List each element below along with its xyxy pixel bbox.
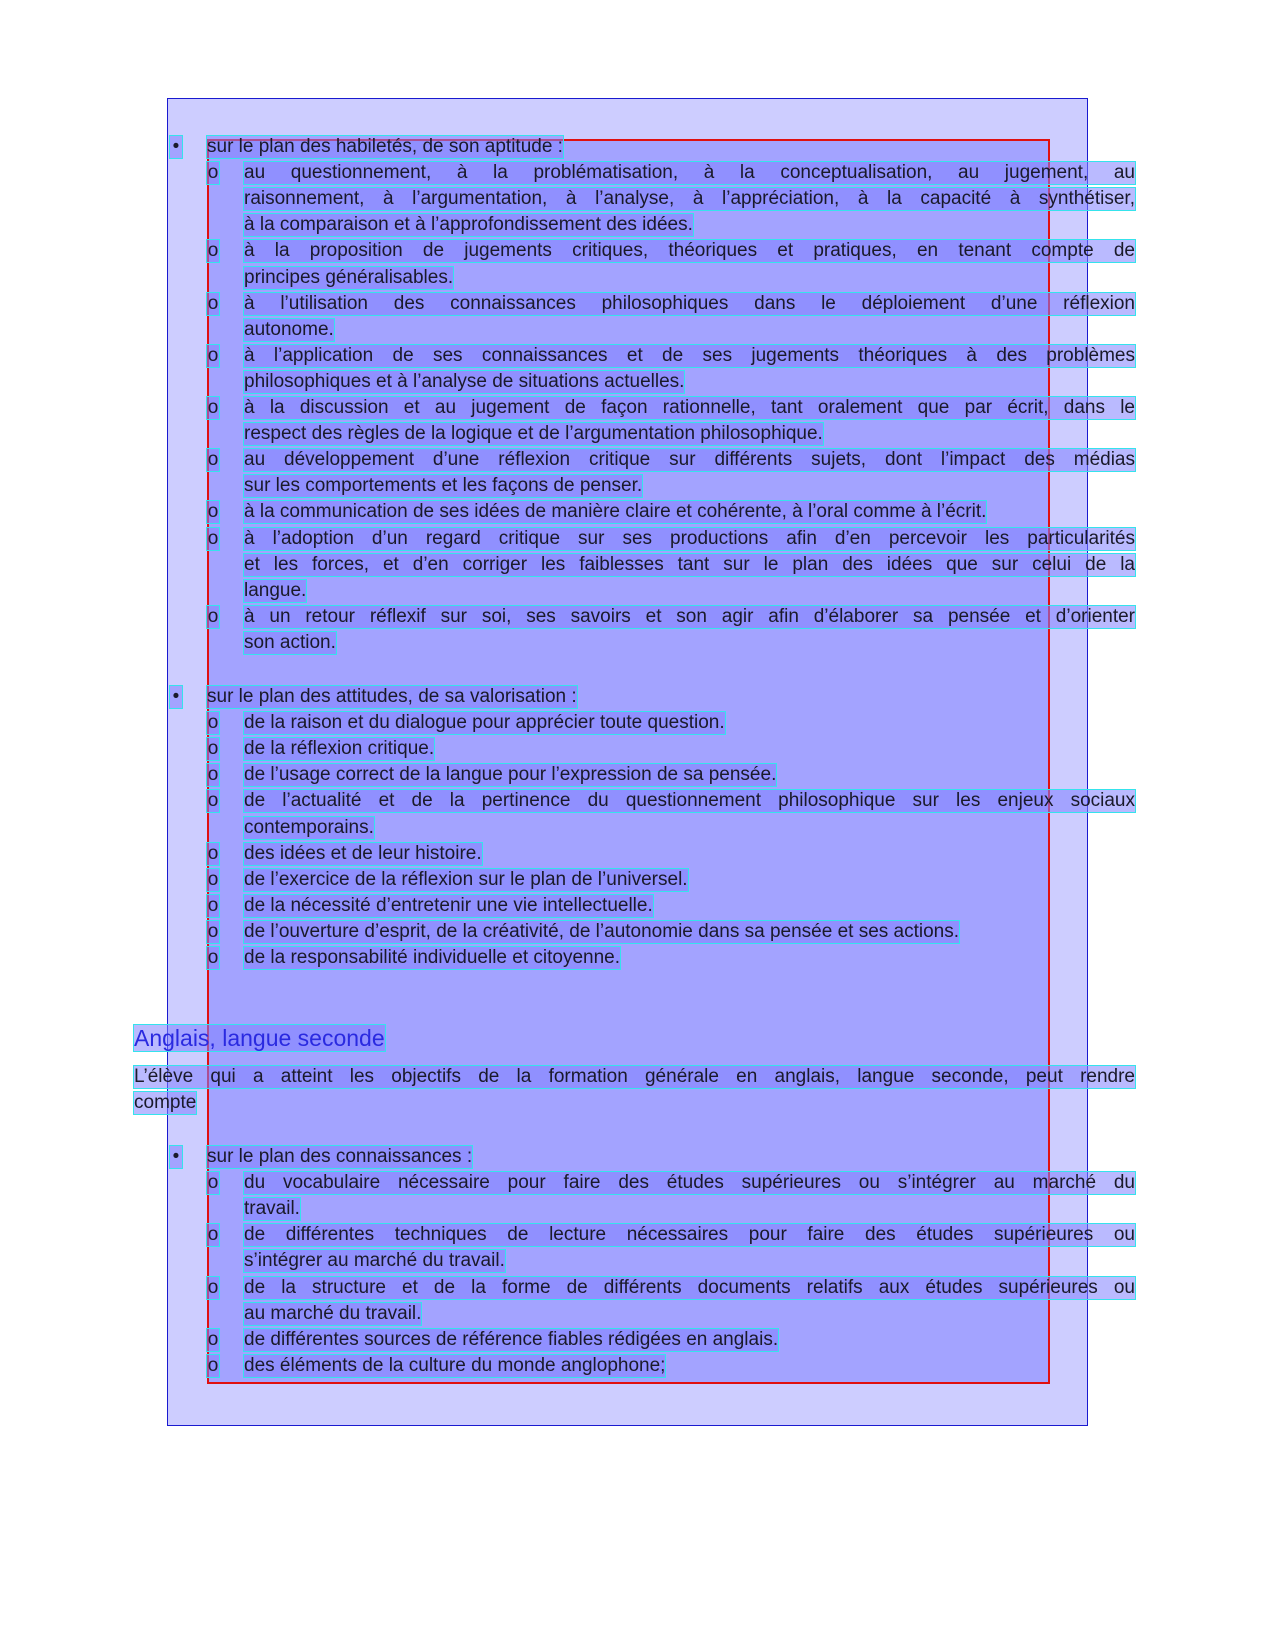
sub-bullet-marker: o [207,868,219,890]
sub-bullet-marker: o [207,292,219,314]
sub-bullet-marker: o [207,501,219,523]
list-item-line: raisonnement, à l’argumentation, à l’analyse, à l’appréciation, à la capacité à synthétiser, [244,188,1135,210]
list-item-line: sur les comportements et les façons de penser. [244,475,643,497]
sub-bullet-marker: o [207,947,219,968]
list-item-line: au développement d’une réflexion critique sur différents sujets, dont l’impact des médias [244,449,1135,471]
list-item-line: de l’ouverture d’esprit, de la créativité, de l’autonomie dans sa pensée et ses actions. [244,920,960,942]
sub-bullet-marker: o [207,1276,219,1298]
list-item-line: à la comparaison et à l’approfondissement des idées. [244,214,693,236]
list-item-line: langue. [244,579,307,601]
sub-bullet-marker: o [207,894,219,916]
list-item-line: de l’usage correct de la langue pour l’expression de sa pensée. [244,764,777,786]
section-heading: sur le plan des habiletés, de son aptitude : [207,136,563,157]
sub-bullet-marker: o [207,738,219,760]
list-item-line: autonome. [244,318,334,340]
sub-bullet-marker: o [207,397,219,418]
list-item-line: philosophiques et à l’analyse de situations actuelles. [244,370,685,392]
sub-bullet-marker: o [207,1172,219,1194]
list-item-line: de la raison et du dialogue pour apprécier toute question. [244,712,725,734]
list-item-line: principes généralisables. [244,266,454,288]
sub-bullet-marker: o [207,605,219,627]
list-item-line: à l’application de ses connaissances et de ses jugements théoriques à des problèmes [244,344,1135,366]
list-item-line: au questionnement, à la problématisation, à la conceptualisation, au jugement, au [244,162,1135,184]
sub-bullet-marker: o [207,162,219,184]
intro-line: compte [134,1092,197,1113]
list-item-line: à un retour réflexif sur soi, ses savoirs et son agir afin d’élaborer sa pensée et d’orienter [244,605,1135,627]
list-item-line: du vocabulaire nécessaire pour faire des études supérieures ou s’intégrer au marché du [244,1172,1135,1194]
bullet-marker: • [170,686,182,708]
sub-bullet-marker: o [207,1224,219,1246]
list-item-line: contemporains. [244,816,374,838]
sub-bullet-marker: o [207,712,219,734]
bullet-marker: • [170,1146,182,1168]
list-item-line: au marché du travail. [244,1302,422,1324]
list-item-line: de l’exercice de la réflexion sur le plan de l’universel. [244,868,688,890]
list-item-line: à l’adoption d’un regard critique sur ses productions afin d’en percevoir les particularités [244,527,1135,549]
list-item-line: son action. [244,631,336,653]
bullet-marker: • [170,136,182,158]
list-item-line: de la nécessité d’entretenir une vie intellectuelle. [244,894,653,916]
list-item-line: des idées et de leur histoire. [244,842,482,864]
list-item-line: à l’utilisation des connaissances philosophiques dans le déploiement d’une réflexion [244,292,1135,314]
list-item-line: de différentes sources de référence fiables rédigées en anglais. [244,1328,779,1350]
sub-bullet-marker: o [207,790,219,812]
list-item-line: à la discussion et au jugement de façon rationnelle, tant oralement que par écrit, dans le [244,397,1135,418]
sub-bullet-marker: o [207,1354,219,1376]
sub-bullet-marker: o [207,527,219,549]
section-title: Anglais, langue seconde [134,1025,385,1051]
sub-bullet-marker: o [207,920,219,942]
section-heading: sur le plan des connaissances : [207,1146,473,1167]
list-item-line: de la structure et de la forme de différents documents relatifs aux études supérieures ou [244,1276,1135,1298]
sub-bullet-marker: o [207,1328,219,1350]
list-item-line: de différentes techniques de lecture nécessaires pour faire des études supérieures ou [244,1224,1135,1246]
intro-line: L’élève qui a atteint les objectifs de la formation générale en anglais, langue seconde, peut rendre [134,1066,1135,1087]
list-item-line: de la responsabilité individuelle et citoyenne. [244,947,621,968]
sub-bullet-marker: o [207,344,219,366]
list-item-line: et les forces, et d’en corriger les faiblesses tant sur le plan des idées que sur celui de la [244,553,1135,575]
list-item-line: respect des règles de la logique et de l’argumentation philosophique. [244,423,823,445]
sub-bullet-marker: o [207,764,219,786]
list-item-line: de la réflexion critique. [244,738,435,760]
list-item-line: travail. [244,1198,300,1220]
list-item-line: à la communication de ses idées de manière claire et cohérente, à l’oral comme à l’écrit. [244,501,987,523]
section-heading: sur le plan des attitudes, de sa valorisation : [207,686,577,707]
sub-bullet-marker: o [207,240,219,262]
list-item-line: s’intégrer au marché du travail. [244,1250,505,1272]
list-item-line: à la proposition de jugements critiques, théoriques et pratiques, en tenant compte de [244,240,1135,262]
sub-bullet-marker: o [207,449,219,471]
sub-bullet-marker: o [207,842,219,864]
list-item-line: de l’actualité et de la pertinence du questionnement philosophique sur les enjeux sociaux [244,790,1135,812]
list-item-line: des éléments de la culture du monde anglophone; [244,1354,666,1376]
